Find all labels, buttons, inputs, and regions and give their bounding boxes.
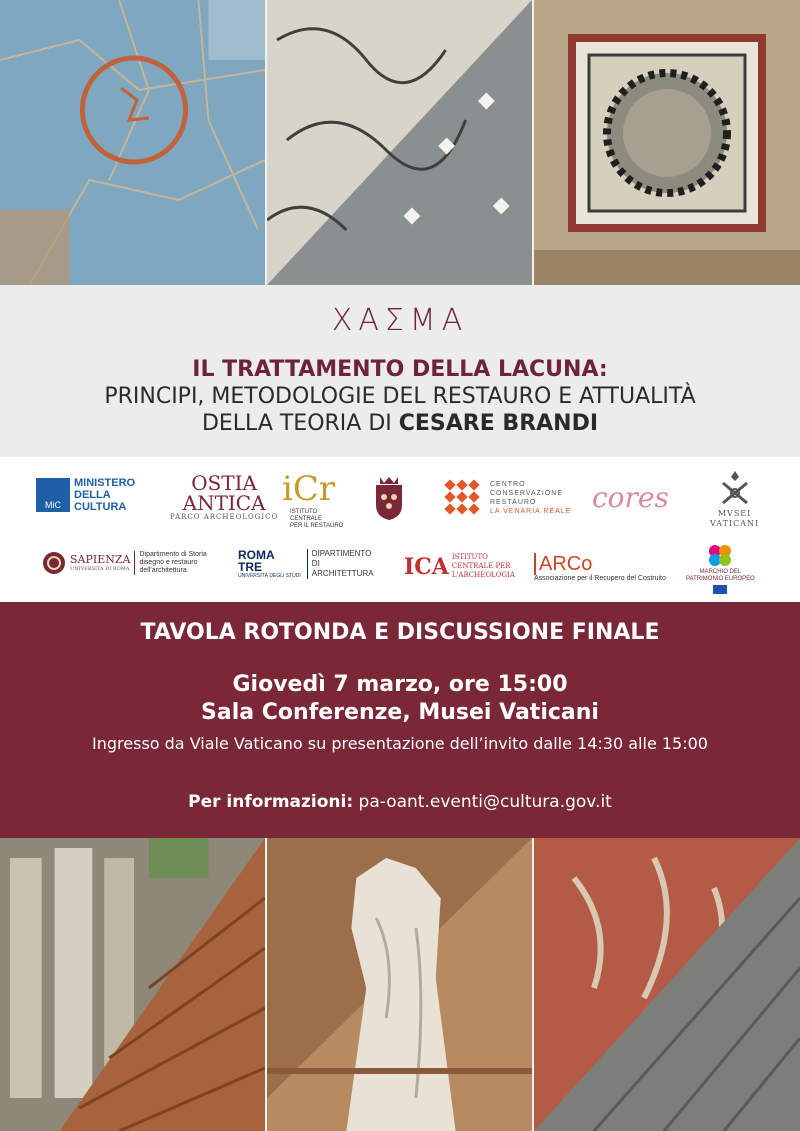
contact-email[interactable]: pa-oant.eventi@cultura.gov.it (358, 792, 612, 812)
logo-ostia-antica (170, 473, 278, 521)
event-details (0, 602, 800, 838)
event-entry-note: Ingresso da Viale Vaticano su presentazione dell’invito dalle 14:30 alle 15:00 (92, 734, 708, 753)
ica-mark: ICA (404, 553, 449, 580)
event-title (0, 357, 800, 438)
ica-line-2: CENTRALE PER (451, 562, 511, 570)
title-line-1: IL TRATTAMENTO DELLA LACUNA: (192, 357, 608, 382)
logo-sapienza (42, 551, 207, 575)
ica-line-3: L'ARCHEOLOGIA (451, 571, 515, 579)
logo-roma-tre (238, 549, 374, 579)
musei-line-1: MVSEI (717, 509, 752, 518)
icr-line-1: ISTITUTO (290, 509, 318, 515)
logo-ica (404, 553, 515, 580)
logo-arco (534, 553, 666, 582)
mic-line-1: MINISTERO (74, 477, 136, 489)
venaria-pattern-icon (444, 479, 482, 517)
vatican-keys-icon (717, 469, 753, 509)
marchio-line-2: PATRIMONIO EUROPEO (686, 576, 755, 582)
mic-line-2: DELLA (74, 489, 111, 501)
photo-fresco-mosaic (534, 838, 800, 1131)
romatre-dept-2: DI (311, 559, 320, 568)
heritage-label-icon (707, 543, 733, 567)
arco-mark: ARCo (534, 553, 592, 575)
sapienza-dept-1: Dipartimento di Storia (139, 551, 207, 558)
header (0, 285, 800, 457)
romatre-dept-1: DIPARTIMENTO (311, 549, 372, 558)
musei-line-2: VATICANI (710, 519, 760, 528)
photo-marble-floor (534, 0, 800, 285)
ica-line-1: ISTITUTO (451, 553, 488, 561)
title-line-3-bold: CESARE BRANDI (398, 411, 599, 436)
cores-wordmark: cores (592, 481, 669, 514)
ostia-line-3: PARCO ARCHEOLOGICO (170, 513, 279, 521)
logo-musei-vaticani (710, 469, 759, 529)
partner-logos (0, 457, 800, 602)
icr-mark: iCr (282, 469, 336, 509)
icr-line-3: PER IL RESTAURO (290, 523, 344, 529)
sapienza-sub: UNIVERSITÀ DI ROMA (70, 566, 130, 572)
sapienza-seal-icon (42, 551, 66, 575)
sapienza-dept-3: dell'architettura (139, 567, 187, 574)
crest-icon (372, 475, 406, 521)
title-line-3 (0, 411, 800, 436)
venaria-line-4: LA VENARIA REALE (490, 508, 572, 515)
sapienza-dept-2: disegno e restauro (139, 559, 198, 566)
logo-venaria (444, 479, 571, 517)
mic-emblem: MiC (36, 478, 70, 512)
logo-cores (592, 481, 669, 514)
ostia-line-1: OSTIA (191, 471, 257, 495)
romatre-dept-3: ARCHITETTURA (311, 569, 374, 578)
sapienza-name: SAPIENZA (70, 553, 131, 566)
eu-flag-icon (713, 585, 727, 594)
logo-ministero-cultura (36, 477, 135, 513)
ostia-line-2: ANTICA (182, 491, 266, 515)
photo-mosaic-floral (267, 0, 534, 285)
title-line-3-prefix: DELLA TEORIA DI (201, 411, 399, 436)
venaria-line-3: RESTAURO (490, 499, 537, 506)
title-line-2: PRINCIPI, METODOLOGIE DEL RESTAURO E ATTUALITÀ (104, 384, 696, 409)
event-date: Giovedì 7 marzo, ore 15:00 (232, 672, 568, 697)
romatre-sub: UNIVERSITÀ DEGLI STUDI (238, 573, 301, 579)
photo-columns (0, 838, 267, 1131)
top-photo-strip (0, 0, 800, 285)
brand-logo: ΧΑΣΜΑ (331, 303, 469, 338)
logo-crest (372, 475, 406, 521)
icr-line-2: CENTRALE (290, 516, 323, 522)
logo-icr (282, 469, 344, 529)
marchio-line-1: MARCHIO DEL (699, 569, 742, 575)
photo-fresco-blue (0, 0, 267, 285)
romatre-line-1: ROMA (238, 548, 275, 562)
arco-sub: Associazione per il Recupero del Costruito (534, 575, 666, 582)
logo-marchio-patrimonio (686, 543, 755, 594)
event-contact (0, 792, 800, 812)
event-place: Sala Conferenze, Musei Vaticani (201, 700, 599, 725)
venaria-line-2: CONSERVAZIONE (490, 490, 564, 497)
photo-statue (267, 838, 534, 1131)
romatre-line-2: TRE (238, 560, 262, 574)
mic-line-3: CULTURA (74, 501, 127, 513)
bottom-photo-strip (0, 838, 800, 1131)
venaria-line-1: CENTRO (490, 481, 526, 488)
event-heading: TAVOLA ROTONDA E DISCUSSIONE FINALE (140, 620, 660, 645)
contact-label: Per informazioni: (188, 792, 354, 812)
